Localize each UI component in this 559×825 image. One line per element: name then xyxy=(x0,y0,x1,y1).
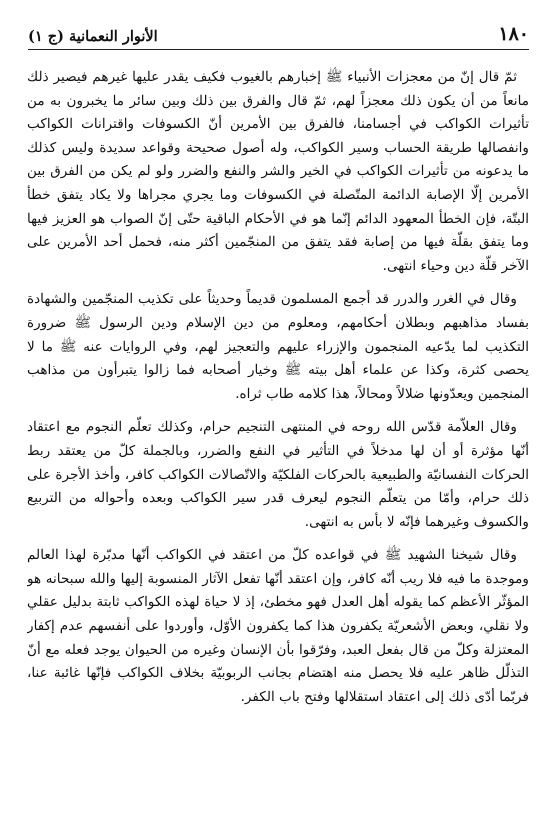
paragraph-4: وقال شيخنا الشهيد ﷺ في قواعده كلّ من اعتقد في الكواكب أنّها مدبّرة لهذا العالم وموجدة ما فيه فلا ريب أنّه كافر، وإن اعتقد أنّها تفعل الآثار المنسوبة إليها والله سبحانه هو المؤثّر الأعظم كما يقوله أهل العدل فهو مخطئ، إذ لا حياة لهذه الكواكب ثابتة بدليل عقلي ولا نقلي، وبعض الأشعريّة يكفرون هذا كما يكفرون الأوّل، وأوردوا على أنفسهم عدم إكفار المعتزلة وكلّ من قال بفعل العبد، وفرّقوا بأن الإنسان وغيره من الحيوان يوجد فعله مع أنّ التذلّل ظاهر عليه فلا يحصل منه اهتضام بجانب الربوبيّة بخلاف الكواكب فإنّها غائبة عنا، فربّما أدّى ذلك إلى اعتقاد استقلالها وفتح باب الكفر. xyxy=(27,547,529,705)
running-title: الأنوار النعمانية (ج ١) xyxy=(28,28,158,45)
paragraph-1: ثمّ قال إنّ من معجزات الأنبياء ﷺ إخبارهم بالغيوب فكيف يقدر عليها غيرهم فيصير ذلك مانعاً من أن يكون ذلك معجزاً لهم، ثمّ قال والفرق بين ذلك وبين سائر ما يخبرون به من تأثيرات الكواكب في أجسامنا، فالفرق بين الأمرين أنّ الكسوفات واقترانات الكواكب وانفصالها طريقة الحساب وسير الكواكب، وله أصول صحيحة وقواعد سديدة وليس كذلك ما يدعونه من تأثيرات الكواكب في الخير والشر والنفع والضرر ولو لم يكن من الفرق بين الأمرين إلّا الإصابة الدائمة المتّصلة في الكسوفات وما يجري مجراها ولا يكاد يتفق خطأ البتّة، فإن الخطأ المعهود الدائم إنّما هو في الأحكام الباقية حتّى إنّ الصواب هو العزيز فيها وما يتفق بقلّة فيها من إصابة فقد يتفق من المنجّمين أكثر منه، فحمل أحد الأمرين على الآخر قلّة دين وحياء انتهى. xyxy=(27,69,529,274)
page-header xyxy=(28,12,529,50)
page-number: ١٨٠ xyxy=(498,23,529,45)
paragraph-2: وقال في الغرر والدرر قد أجمع المسلمون قديماً وحديثاً على تكذيب المنجّمين والشهادة بفساد مذاهبهم وبطلان أحكامهم، ومعلوم من دين الإسلام ودين الرسول ﷺ ضرورة التكذيب لما يدّعيه المنجمون والإزراء عليهم والتعجيز لهم، وفي الروايات عنه ﷺ ما لا يحصى كثرة، وكذا عن علماء أهل بيته ﷺ وخيار أصحابه فما زالوا يتبرأون من مذاهب المنجمين ويعدّونها ضلالاً ومحالاً، هذا كلامه طاب ثراه. xyxy=(27,291,529,402)
body-text xyxy=(27,66,529,807)
paragraph-3: وقال العلاّمة قدّس الله روحه في المنتهى التنجيم حرام، وكذلك تعلّم النجوم مع اعتقاد أنّها مؤثرة أو أن لها مدخلاً في التأثير في النفع والضرر، وبالجملة كلّ من يعتقد ربط الحركات النفسانيّة والطبيعية بالحركات الفلكيّة والاتّصالات الكواكب كافر، وأخذ الأجرة على ذلك حرام، وأمّا من يتعلّم النجوم ليعرف قدر سير الكواكب وبعده وأحواله من التربيع والكسوف وغيرهما فإنّه لا بأس به انتهى. xyxy=(27,419,529,530)
